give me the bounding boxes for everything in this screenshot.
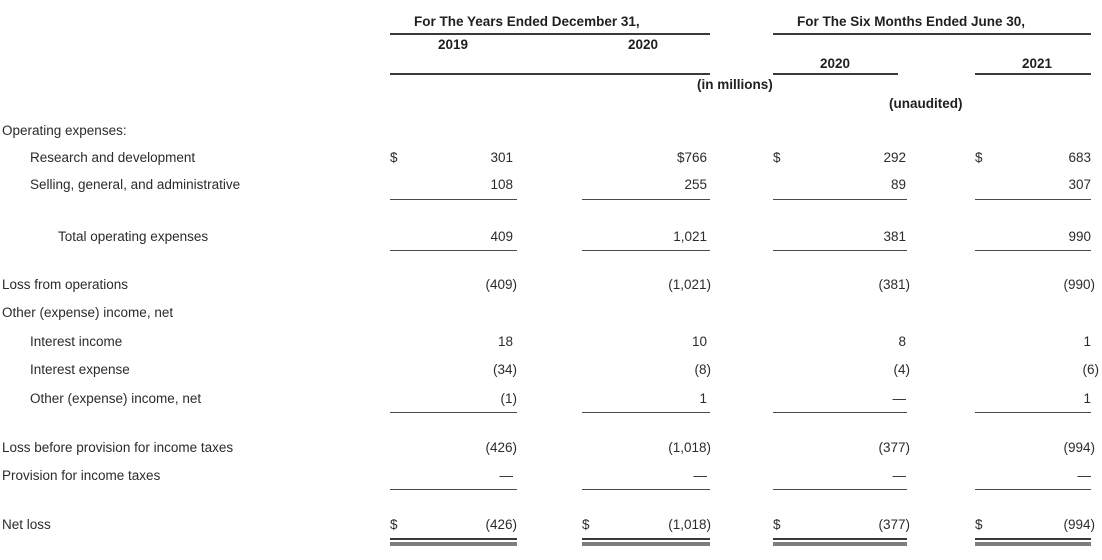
net-loss-rule-top-2 (582, 538, 710, 540)
value-loss-before-tax-h2020: (377) (878, 440, 910, 455)
value-interest-expense-2019: (34) (492, 362, 517, 377)
currency-rd-h2021: $ (975, 150, 983, 165)
six-months-header: For The Six Months Ended June 30, (797, 14, 1026, 29)
row-label-provision: Provision for income taxes (2, 468, 161, 483)
header-rule-mid (773, 73, 898, 75)
net-loss-rule-top-1 (390, 538, 517, 540)
row-label-interest-expense: Interest expense (30, 362, 130, 377)
currency-rd-2019: $ (390, 150, 398, 165)
value-provision-2019: — (499, 468, 513, 483)
rule-after-other-1 (390, 412, 517, 413)
years-ended-header: For The Years Ended December 31, (414, 14, 640, 29)
value-interest-expense-2020: (8) (694, 362, 711, 377)
currency-rd-h2020: $ (773, 150, 781, 165)
rule-after-sga-3 (773, 199, 907, 200)
value-loss-before-tax-h2021: (994) (1063, 440, 1095, 455)
value-loss-before-tax-2020: (1,018) (668, 440, 711, 455)
value-sga-2020: 255 (684, 177, 707, 192)
operating-expenses-heading: Operating expenses: (2, 123, 127, 138)
value-interest-expense-h2021: (6) (1082, 362, 1099, 377)
rule-after-total-4 (975, 250, 1091, 251)
value-rd-h2020: 292 (883, 150, 906, 165)
col-2020-six-header: 2020 (820, 56, 851, 71)
value-provision-2020: — (693, 468, 707, 483)
value-sga-2019: 108 (490, 177, 513, 192)
rule-after-sga-2 (582, 199, 710, 200)
value-net-loss-h2021: (994) (1063, 517, 1095, 532)
currency-net-loss-h2021: $ (975, 517, 983, 532)
rule-after-provision-2 (582, 489, 710, 490)
in-millions-label: (in millions) (697, 77, 773, 92)
value-total-opex-2020: 1,021 (673, 229, 707, 244)
value-sga-h2020: 89 (890, 177, 906, 192)
header-rule-left (390, 73, 710, 75)
net-loss-rule-top-3 (773, 538, 907, 540)
row-label-total-opex: Total operating expenses (58, 229, 209, 244)
rule-after-sga-1 (390, 199, 517, 200)
rule-after-sga-4 (975, 199, 1091, 200)
rule-after-total-3 (773, 250, 907, 251)
net-loss-rule-bottom-2 (582, 542, 710, 546)
value-sga-h2021: 307 (1068, 177, 1091, 192)
col-2020-year-header: 2020 (628, 37, 659, 52)
net-loss-rule-top-4 (975, 538, 1091, 540)
currency-net-loss-2019: $ (390, 517, 398, 532)
value-loss-ops-2020: (1,021) (668, 277, 711, 292)
header-rule-right (975, 73, 1091, 75)
value-interest-expense-h2020: (4) (893, 362, 910, 377)
value-interest-income-h2021: 1 (1083, 334, 1091, 349)
row-label-rd: Research and development (30, 150, 196, 165)
rule-after-other-3 (773, 412, 907, 413)
value-rd-2019: 301 (490, 150, 513, 165)
row-label-net-loss: Net loss (2, 517, 51, 532)
rule-after-total-2 (582, 250, 710, 251)
six-months-header-rule (773, 33, 1091, 35)
value-net-loss-2019: (426) (485, 517, 517, 532)
unaudited-label: (unaudited) (889, 96, 963, 111)
value-interest-income-2020: 10 (691, 334, 707, 349)
value-provision-h2020: — (892, 468, 906, 483)
value-total-opex-2019: 409 (490, 229, 513, 244)
value-loss-before-tax-2019: (426) (485, 440, 517, 455)
value-interest-income-2019: 18 (497, 334, 513, 349)
currency-net-loss-2020: $ (582, 517, 590, 532)
value-loss-ops-2019: (409) (485, 277, 517, 292)
net-loss-rule-bottom-4 (975, 542, 1091, 546)
value-total-opex-h2020: 381 (883, 229, 906, 244)
value-other-net-2020: 1 (699, 391, 707, 406)
rule-after-provision-3 (773, 489, 907, 490)
value-other-net-h2021: 1 (1083, 391, 1091, 406)
row-label-other-net: Other (expense) income, net (30, 391, 202, 406)
value-provision-h2021: — (1077, 468, 1091, 483)
row-label-loss-ops: Loss from operations (2, 277, 129, 292)
value-rd-2020: $766 (676, 150, 707, 165)
net-loss-rule-bottom-3 (773, 542, 907, 546)
value-interest-income-h2020: 8 (898, 334, 906, 349)
rule-after-other-2 (582, 412, 710, 413)
value-loss-ops-h2021: (990) (1063, 277, 1095, 292)
col-2021-header: 2021 (1022, 56, 1053, 71)
value-other-net-h2020: — (892, 391, 906, 406)
row-label-interest-income: Interest income (30, 334, 123, 349)
other-income-heading: Other (expense) income, net (2, 305, 174, 320)
currency-net-loss-h2020: $ (773, 517, 781, 532)
net-loss-rule-bottom-1 (390, 542, 517, 546)
value-loss-ops-h2020: (381) (878, 277, 910, 292)
rule-after-provision-4 (975, 489, 1091, 490)
row-label-loss-before-tax: Loss before provision for income taxes (2, 440, 234, 455)
value-total-opex-h2021: 990 (1068, 229, 1091, 244)
row-label-sga: Selling, general, and administrative (30, 177, 241, 192)
rule-after-other-4 (975, 412, 1091, 413)
value-other-net-2019: (1) (500, 391, 517, 406)
value-net-loss-2020: (1,018) (668, 517, 711, 532)
value-rd-h2021: 683 (1068, 150, 1091, 165)
years-header-rule (390, 33, 710, 35)
col-2019-header: 2019 (438, 37, 469, 52)
value-net-loss-h2020: (377) (878, 517, 910, 532)
rule-after-provision-1 (390, 489, 517, 490)
rule-after-total-1 (390, 250, 517, 251)
